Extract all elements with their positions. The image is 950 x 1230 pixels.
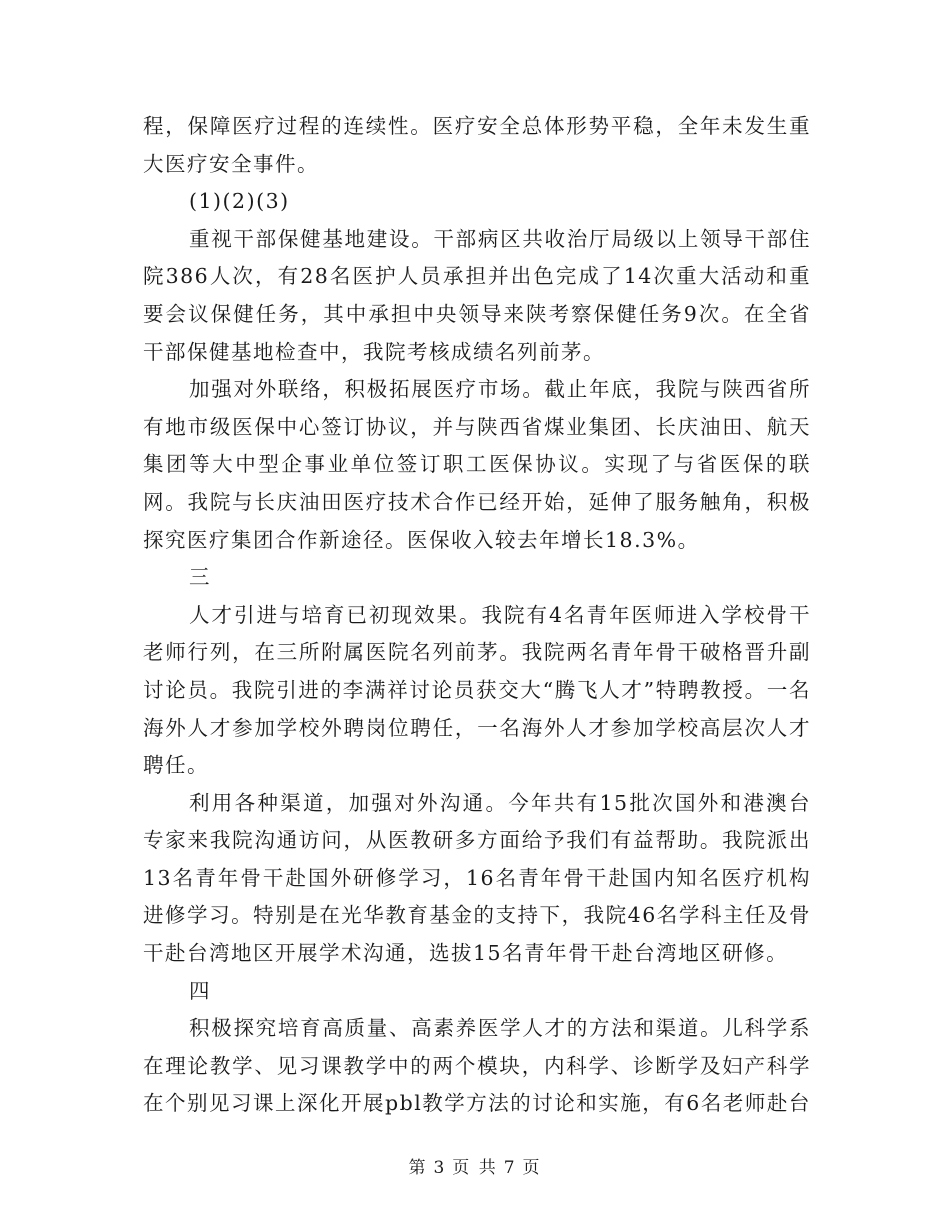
paragraph: 重视干部保健基地建设。干部病区共收治厅局级以上领导干部住院386人次，有28名医护人员承担并出色完成了14次重大活动和重要会议保健任务，其中承担中央领导来陕考察保健任务9次。在全省干部保健基地检查中，我院考核成绩名列前茅。 [143,226,811,364]
paragraph: 程，保障医疗过程的连续性。医疗安全总体形势平稳，全年未发生重大医疗安全事件。 [143,114,811,176]
paragraph: 利用各种渠道，加强对外沟通。今年共有15批次国外和港澳台专家来我院沟通访问，从医教研多方面给予我们有益帮助。我院派出13名青年骨干赴国外研修学习，16名青年骨干赴国内知名医疗机构进修学习。特别是在光华教育基金的支持下，我院46名学科主任及骨干赴台湾地区开展学术沟通，选拔15名青年骨干赴台湾地区研修。 [143,790,811,966]
paragraph: 加强对外联络，积极拓展医疗市场。截止年底，我院与陕西省所有地市级医保中心签订协议，并与陕西省煤业集团、长庆油田、航天集团等大中型企事业单位签订职工医保协议。实现了与省医保的联网。我院与长庆油田医疗技术合作已经开始，延伸了服务触角，积极探究医疗集团合作新途径。医保收入较去年增长18.3%。 [143,377,811,552]
document-body [143,108,811,1123]
footer-suffix: 页 [522,1158,542,1178]
paragraph: 积极探究培育高质量、高素养医学人才的方法和渠道。儿科学系在理论教学、见习课教学中的两个模块，内科学、诊断学及妇产科学在个别见习课上深化开展pbl教学方法的讨论和实施，有6名老师赴台 [143,1016,811,1116]
total-pages-number: 7 [503,1158,517,1178]
paragraph: (1)(2)(3) [189,189,290,214]
current-page-number: 3 [433,1158,447,1178]
footer-prefix: 第 [408,1158,428,1178]
section-heading: 四 [189,978,211,1003]
section-heading: 三 [189,565,211,590]
footer-middle: 页 共 [452,1158,498,1178]
page-footer [0,1153,950,1178]
paragraph: 人才引进与培育已初现效果。我院有4名青年医师进入学校骨干老师行列，在三所附属医院名列前茅。我院两名青年骨干破格晋升副讨论员。我院引进的李满祥讨论员获交大“腾飞人才”特聘教授。一名海外人才参加学校外聘岗位聘任，一名海外人才参加学校高层次人才聘任。 [143,602,811,778]
